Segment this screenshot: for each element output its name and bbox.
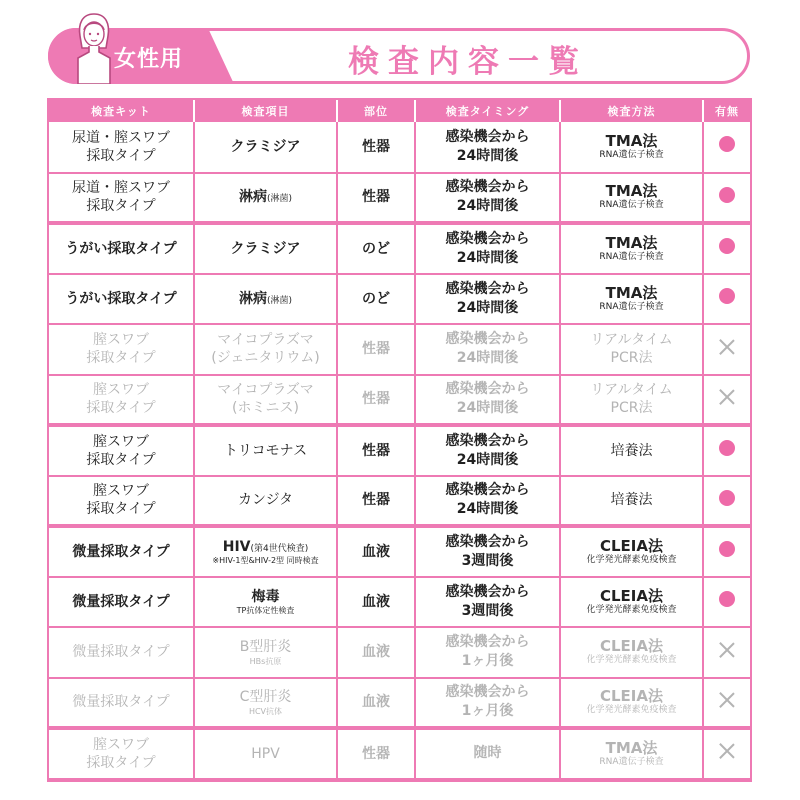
cell-timing xyxy=(415,728,560,779)
cell-kit xyxy=(49,274,194,325)
cell-site xyxy=(337,223,415,274)
table-header-row xyxy=(49,100,750,122)
kit-label: 微量採取タイプ xyxy=(72,694,170,711)
method-note: RNA遺伝子検査 xyxy=(599,756,664,767)
cell-site xyxy=(337,173,415,224)
method-note: 化学発光酵素免疫検査 xyxy=(586,655,677,666)
cell-item xyxy=(194,627,337,678)
item-name: 淋病 xyxy=(238,290,267,307)
timing-label: 感染機会から 24時間後 xyxy=(445,128,530,164)
cell-availability xyxy=(703,678,750,729)
timing-label: 感染機会から 3週間後 xyxy=(445,533,530,569)
method-name: CLEIA法 xyxy=(599,536,663,555)
unavailable-cross-icon xyxy=(718,742,736,760)
cell-method xyxy=(560,274,703,325)
cell-method xyxy=(560,728,703,779)
timing-label: 感染機会から 1ヶ月後 xyxy=(445,634,530,670)
item-note: (淋菌) xyxy=(266,194,293,205)
site-label: 血液 xyxy=(362,543,390,560)
available-dot-icon xyxy=(719,187,735,203)
cell-timing xyxy=(415,122,560,173)
available-dot-icon xyxy=(719,440,735,456)
cell-method xyxy=(560,122,703,173)
table-row xyxy=(49,627,750,678)
cell-site xyxy=(337,577,415,628)
cell-method xyxy=(560,577,703,628)
cell-method xyxy=(560,526,703,577)
cell-item xyxy=(194,476,337,527)
available-dot-icon xyxy=(719,591,735,607)
cell-kit xyxy=(49,627,194,678)
cell-availability xyxy=(703,627,750,678)
cell-site xyxy=(337,526,415,577)
method-note: 化学発光酵素免疫検査 xyxy=(586,554,677,565)
method-name: 培養法 xyxy=(610,492,653,509)
kit-label: 微量採取タイプ xyxy=(72,543,170,560)
cell-method xyxy=(560,324,703,375)
cell-kit xyxy=(49,375,194,426)
kit-label: うがい採取タイプ xyxy=(65,240,177,257)
method-note: 化学発光酵素免疫検査 xyxy=(586,604,677,615)
kit-label: 微量採取タイプ xyxy=(72,593,170,610)
cell-timing xyxy=(415,577,560,628)
table-row xyxy=(49,122,750,173)
table-row xyxy=(49,728,750,779)
cell-method xyxy=(560,375,703,426)
site-label: 性器 xyxy=(362,391,390,408)
method-name: CLEIA法 xyxy=(599,586,663,605)
page-header xyxy=(48,22,750,86)
kit-label: うがい採取タイプ xyxy=(65,290,177,307)
item-name: クラミジア xyxy=(230,240,301,257)
test-table xyxy=(47,98,752,782)
kit-label: 膣スワブ 採取タイプ xyxy=(86,736,156,771)
method-name: TMA法 xyxy=(605,283,658,302)
table-row xyxy=(49,476,750,527)
method-name: TMA法 xyxy=(605,182,658,201)
method-name: TMA法 xyxy=(605,131,658,150)
unavailable-cross-icon xyxy=(718,338,736,356)
cell-timing xyxy=(415,324,560,375)
available-dot-icon xyxy=(719,490,735,506)
category-badge-label: 女性用 xyxy=(114,47,184,72)
cell-item xyxy=(194,425,337,476)
item-name: B型肝炎 xyxy=(239,639,292,656)
cell-availability xyxy=(703,173,750,224)
available-dot-icon xyxy=(719,288,735,304)
cell-availability xyxy=(703,375,750,426)
item-name: HPV xyxy=(251,745,280,762)
site-label: 性器 xyxy=(362,745,390,762)
table-row xyxy=(49,526,750,577)
cell-item xyxy=(194,173,337,224)
cell-availability xyxy=(703,577,750,628)
item-note: (淋菌) xyxy=(266,295,293,306)
cell-site xyxy=(337,274,415,325)
kit-label: 膣スワブ 採取タイプ xyxy=(86,433,156,468)
cell-timing xyxy=(415,274,560,325)
table-row xyxy=(49,274,750,325)
cell-timing xyxy=(415,526,560,577)
kit-label: 尿道・膣スワブ 採取タイプ xyxy=(72,129,170,164)
unavailable-cross-icon xyxy=(718,388,736,406)
cell-availability xyxy=(703,476,750,527)
cell-item xyxy=(194,678,337,729)
cell-timing xyxy=(415,375,560,426)
site-label: のど xyxy=(362,240,390,257)
site-label: 血液 xyxy=(362,694,390,711)
cell-item xyxy=(194,223,337,274)
site-label: 血液 xyxy=(362,593,390,610)
item-name: トリコモナス xyxy=(223,442,308,459)
kit-label: 膣スワブ 採取タイプ xyxy=(86,382,156,417)
item-name: 淋病 xyxy=(238,189,267,206)
cell-kit xyxy=(49,526,194,577)
available-dot-icon xyxy=(719,136,735,152)
site-label: 性器 xyxy=(362,341,390,358)
cell-availability xyxy=(703,122,750,173)
cell-method xyxy=(560,627,703,678)
cell-item xyxy=(194,324,337,375)
cell-site xyxy=(337,476,415,527)
timing-label: 感染機会から 24時間後 xyxy=(445,179,530,215)
item-name: HIV xyxy=(222,538,251,555)
item-name: マイコプラズマ (ジェニタリウム) xyxy=(211,332,320,367)
item-note-secondary: ※HIV-1型&HIV-2型 同時検査 xyxy=(212,556,319,566)
cell-availability xyxy=(703,526,750,577)
table-row xyxy=(49,678,750,729)
timing-label: 随時 xyxy=(473,745,502,762)
timing-label: 感染機会から 24時間後 xyxy=(445,331,530,367)
cell-timing xyxy=(415,678,560,729)
cell-item xyxy=(194,274,337,325)
column-header-site: 部位 xyxy=(337,100,415,122)
cell-method xyxy=(560,223,703,274)
cell-item xyxy=(194,728,337,779)
cell-availability xyxy=(703,728,750,779)
cell-item xyxy=(194,122,337,173)
table-row xyxy=(49,173,750,224)
method-name: TMA法 xyxy=(605,738,658,757)
cell-kit xyxy=(49,728,194,779)
cell-kit xyxy=(49,122,194,173)
cell-timing xyxy=(415,476,560,527)
method-name: TMA法 xyxy=(605,233,658,252)
available-dot-icon xyxy=(719,541,735,557)
cell-availability xyxy=(703,274,750,325)
column-header-availability: 有無 xyxy=(703,100,750,122)
kit-label: 尿道・膣スワブ 採取タイプ xyxy=(72,180,170,215)
method-name: 培養法 xyxy=(610,442,653,459)
timing-label: 感染機会から 24時間後 xyxy=(445,381,530,417)
site-label: 性器 xyxy=(362,442,390,459)
table-row xyxy=(49,577,750,628)
table-row xyxy=(49,375,750,426)
timing-label: 感染機会から 24時間後 xyxy=(445,280,530,316)
site-label: 性器 xyxy=(362,492,390,509)
item-note: HCV抗体 xyxy=(248,706,283,716)
cell-site xyxy=(337,678,415,729)
item-note: TP抗体定性検査 xyxy=(236,606,295,616)
table-row xyxy=(49,324,750,375)
available-dot-icon xyxy=(719,238,735,254)
unavailable-cross-icon xyxy=(718,691,736,709)
cell-item xyxy=(194,526,337,577)
site-label: 性器 xyxy=(362,189,390,206)
cell-method xyxy=(560,173,703,224)
site-label: のど xyxy=(362,290,390,307)
cell-timing xyxy=(415,627,560,678)
woman-avatar-icon xyxy=(72,8,116,84)
column-header-item: 検査項目 xyxy=(194,100,337,122)
method-note: RNA遺伝子検査 xyxy=(599,251,664,262)
column-header-timing: 検査タイミング xyxy=(415,100,560,122)
method-note: RNA遺伝子検査 xyxy=(599,149,664,160)
cell-site xyxy=(337,122,415,173)
timing-label: 感染機会から 1ヶ月後 xyxy=(445,684,530,720)
cell-item xyxy=(194,375,337,426)
cell-timing xyxy=(415,223,560,274)
column-header-method: 検査方法 xyxy=(560,100,703,122)
timing-label: 感染機会から 3週間後 xyxy=(445,583,530,619)
item-name: マイコプラズマ (ホミニス) xyxy=(217,382,314,417)
timing-label: 感染機会から 24時間後 xyxy=(445,482,530,518)
cell-kit xyxy=(49,476,194,527)
kit-label: 膣スワブ 採取タイプ xyxy=(86,483,156,518)
cell-item xyxy=(194,577,337,628)
method-note: RNA遺伝子検査 xyxy=(599,301,664,312)
item-name: カンジタ xyxy=(237,492,294,509)
cell-kit xyxy=(49,678,194,729)
item-name: 梅毒 xyxy=(251,588,280,605)
cell-method xyxy=(560,476,703,527)
table-row xyxy=(49,223,750,274)
table-row xyxy=(49,425,750,476)
cell-kit xyxy=(49,577,194,628)
item-note: (第4世代検査) xyxy=(250,543,309,554)
method-note: 化学発光酵素免疫検査 xyxy=(586,705,677,716)
unavailable-cross-icon xyxy=(718,641,736,659)
cell-site xyxy=(337,425,415,476)
cell-timing xyxy=(415,173,560,224)
cell-method xyxy=(560,678,703,729)
cell-kit xyxy=(49,223,194,274)
test-table-grid xyxy=(49,100,750,780)
cell-kit xyxy=(49,425,194,476)
site-label: 性器 xyxy=(362,138,390,155)
timing-label: 感染機会から 24時間後 xyxy=(445,432,530,468)
cell-method xyxy=(560,425,703,476)
item-note: HBs抗原 xyxy=(249,656,282,666)
cell-site xyxy=(337,627,415,678)
item-name: クラミジア xyxy=(230,138,301,155)
cell-site xyxy=(337,324,415,375)
method-name: CLEIA法 xyxy=(599,637,663,656)
method-name: リアルタイム PCR法 xyxy=(590,332,673,367)
method-name: リアルタイム PCR法 xyxy=(590,382,673,417)
cell-site xyxy=(337,375,415,426)
method-note: RNA遺伝子検査 xyxy=(599,200,664,211)
cell-kit xyxy=(49,173,194,224)
cell-availability xyxy=(703,324,750,375)
item-name: C型肝炎 xyxy=(239,689,292,706)
cell-availability xyxy=(703,223,750,274)
timing-label: 感染機会から 24時間後 xyxy=(445,230,530,266)
page-title: 検査内容一覧 xyxy=(348,44,588,80)
cell-kit xyxy=(49,324,194,375)
cell-timing xyxy=(415,425,560,476)
kit-label: 膣スワブ 採取タイプ xyxy=(86,332,156,367)
site-label: 血液 xyxy=(362,644,390,661)
method-name: CLEIA法 xyxy=(599,687,663,706)
kit-label: 微量採取タイプ xyxy=(72,644,170,661)
cell-site xyxy=(337,728,415,779)
cell-availability xyxy=(703,425,750,476)
column-header-kit: 検査キット xyxy=(49,100,194,122)
